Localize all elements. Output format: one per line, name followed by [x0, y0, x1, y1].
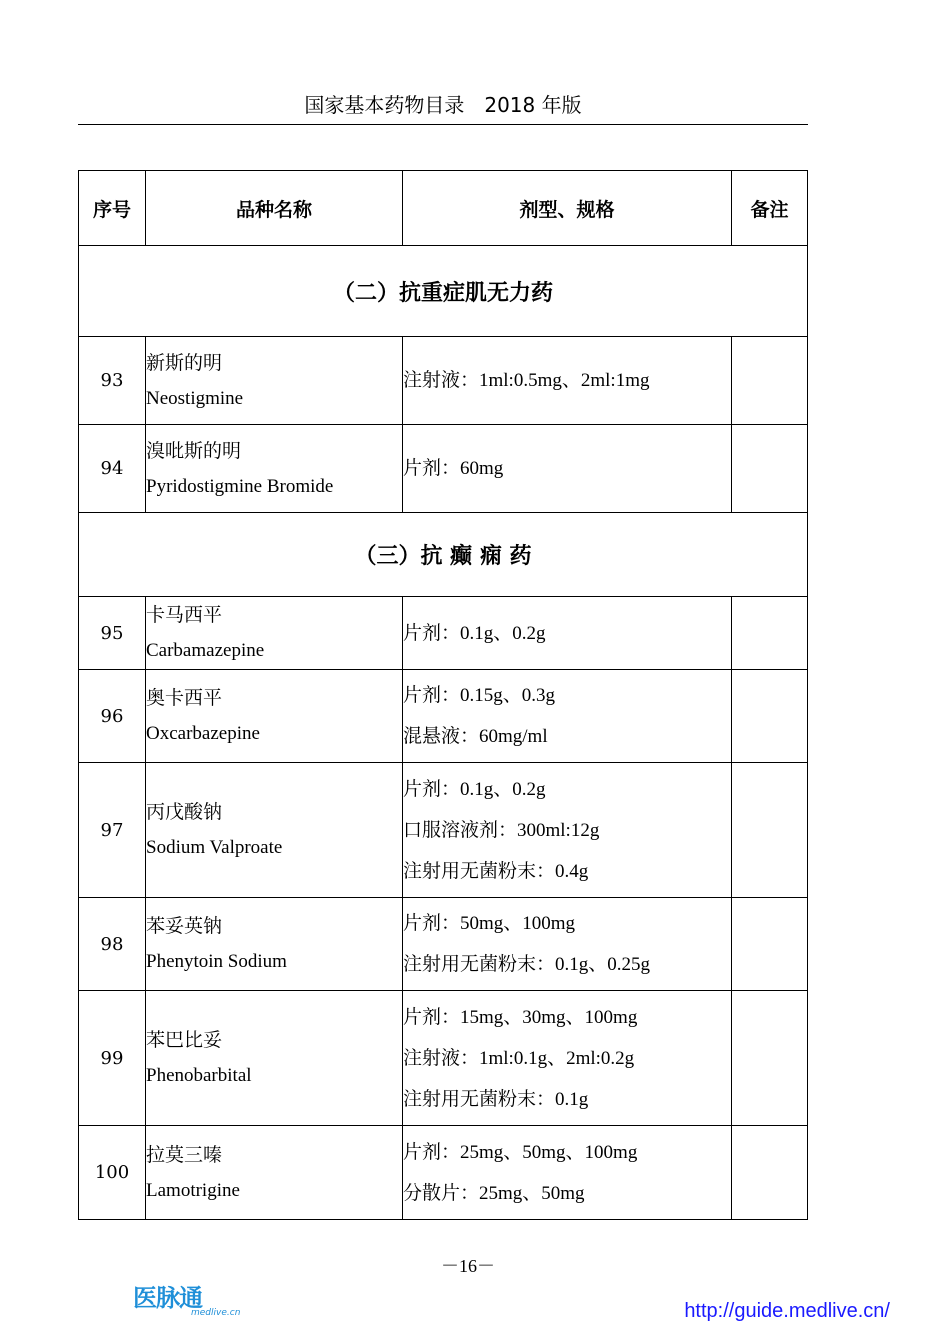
note-cell — [732, 991, 808, 1126]
spec-line: 片剂：60mg — [403, 458, 504, 479]
drug-name-cn: 新斯的明 — [146, 351, 223, 374]
logo-text: 医脉通 — [133, 1284, 202, 1312]
row-number: 94 — [79, 425, 146, 513]
spec-line: 片剂：0.1g、0.2g — [403, 622, 546, 644]
table-row — [79, 425, 808, 513]
table-row — [79, 337, 808, 425]
note-cell — [732, 763, 808, 898]
section-row — [79, 246, 808, 337]
spec-line: 片剂：25mg、50mg、100mg — [403, 1141, 638, 1163]
note-cell — [732, 425, 808, 513]
spec-cell — [403, 763, 732, 898]
section-title: （二）抗重症肌无力药 — [79, 246, 808, 337]
drug-name-cell — [146, 1126, 403, 1220]
spec-cell — [403, 425, 732, 513]
drug-name-en: Sodium Valproate — [146, 837, 283, 858]
drug-name-en: Lamotrigine — [146, 1179, 240, 1201]
drug-name-cn: 溴吡斯的明 — [146, 439, 242, 462]
note-cell — [732, 898, 808, 991]
drug-name-cell — [146, 597, 403, 670]
spec-line: 混悬液：60mg/ml — [403, 726, 548, 747]
note-cell — [732, 597, 808, 670]
section-row — [79, 513, 808, 597]
drug-name-cn: 苯妥英钠 — [146, 915, 223, 937]
spec-line: 注射液：1ml:0.1g、2ml:0.2g — [403, 1047, 635, 1069]
drug-name-cn: 奥卡西平 — [146, 687, 223, 709]
page-number: －16－ — [441, 1256, 495, 1276]
section-title: （三）抗 癫 痫 药 — [79, 513, 808, 597]
spec-line: 注射液：1ml:0.5mg、2ml:1mg — [403, 370, 650, 391]
drug-name-en: Phenobarbital — [146, 1065, 252, 1086]
column-header-spec: 剂型、规格 — [403, 171, 732, 246]
drug-name-en: Pyridostigmine Bromide — [146, 475, 334, 497]
drug-name-cell — [146, 898, 403, 991]
drug-name-en: Neostigmine — [146, 387, 244, 409]
logo-subtext: medlive.cn — [191, 1308, 241, 1318]
drug-name-cn: 卡马西平 — [146, 604, 223, 626]
spec-line: 口服溶液剂：300ml:12g — [403, 819, 600, 841]
table-row — [79, 898, 808, 991]
drug-name-cn: 拉莫三嗪 — [146, 1143, 223, 1166]
spec-cell — [403, 597, 732, 670]
note-cell — [732, 1126, 808, 1220]
note-cell — [732, 670, 808, 763]
drug-table — [78, 170, 808, 1220]
table-row — [79, 991, 808, 1126]
page-header-title: 国家基本药物目录 2018 年版 — [304, 93, 582, 117]
drug-name-cn: 丙戊酸钠 — [146, 801, 223, 823]
note-cell — [732, 337, 808, 425]
drug-name-cell — [146, 670, 403, 763]
table-row — [79, 1126, 808, 1220]
table-row — [79, 670, 808, 763]
drug-name-cell — [146, 337, 403, 425]
drug-name-cell — [146, 425, 403, 513]
column-header-note: 备注 — [732, 171, 808, 246]
column-header-number: 序号 — [79, 171, 146, 246]
page-header — [78, 90, 808, 125]
spec-cell — [403, 337, 732, 425]
footer-url-link[interactable]: http://guide.medlive.cn/ — [684, 1300, 890, 1322]
spec-line: 注射用无菌粉末：0.1g、0.25g — [403, 954, 651, 975]
row-number: 95 — [79, 597, 146, 670]
spec-cell — [403, 898, 732, 991]
column-header-name: 品种名称 — [146, 171, 403, 246]
spec-cell — [403, 670, 732, 763]
spec-line: 注射用无菌粉末：0.4g — [403, 860, 589, 882]
spec-line: 片剂：0.15g、0.3g — [403, 685, 556, 706]
drug-name-cell — [146, 763, 403, 898]
row-number: 96 — [79, 670, 146, 763]
table-header-row — [79, 171, 808, 246]
spec-line: 片剂：0.1g、0.2g — [403, 778, 546, 800]
drug-name-en: Oxcarbazepine — [146, 723, 260, 744]
row-number: 97 — [79, 763, 146, 898]
row-number: 99 — [79, 991, 146, 1126]
drug-name-cn: 苯巴比妥 — [146, 1029, 223, 1051]
drug-name-en: Phenytoin Sodium — [146, 951, 287, 972]
spec-cell — [403, 991, 732, 1126]
drug-name-cell — [146, 991, 403, 1126]
spec-line: 片剂：15mg、30mg、100mg — [403, 1006, 638, 1028]
drug-name-en: Carbamazepine — [146, 640, 265, 661]
spec-line: 分散片：25mg、50mg — [403, 1182, 585, 1204]
medlive-logo — [133, 1278, 243, 1324]
row-number: 93 — [79, 337, 146, 425]
spec-line: 注射用无菌粉末：0.1g — [403, 1088, 589, 1110]
row-number: 98 — [79, 898, 146, 991]
table-row — [79, 763, 808, 898]
spec-line: 片剂：50mg、100mg — [403, 913, 576, 934]
table-row — [79, 597, 808, 670]
row-number: 100 — [79, 1126, 146, 1220]
spec-cell — [403, 1126, 732, 1220]
